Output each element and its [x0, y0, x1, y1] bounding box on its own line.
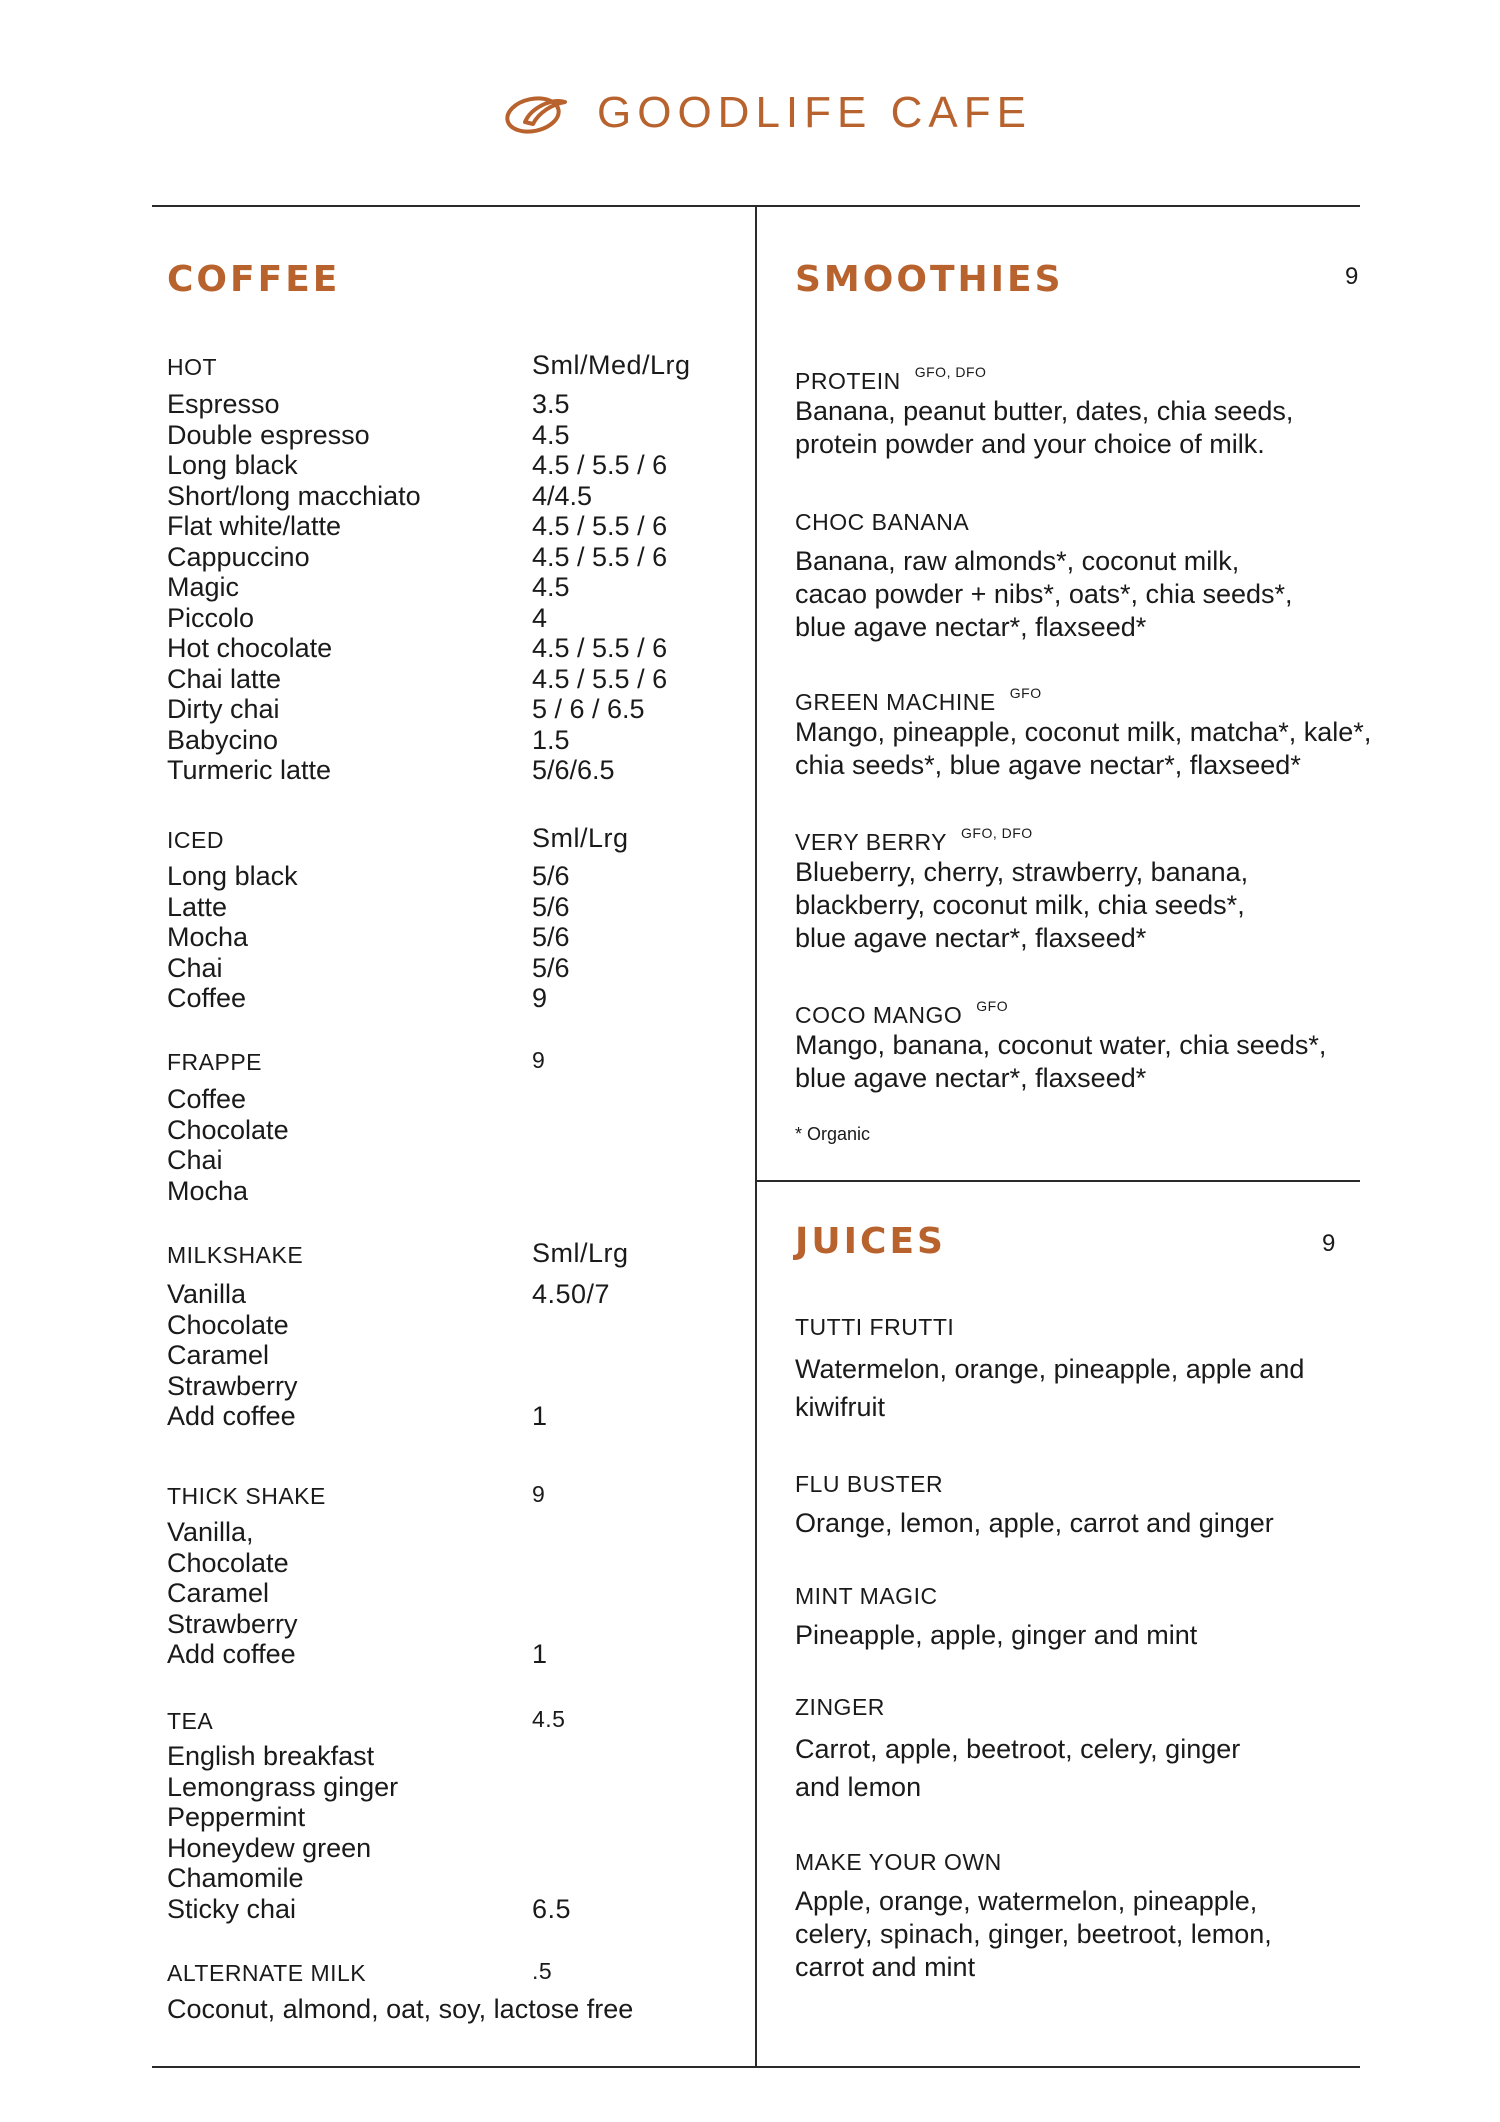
description-line: Blueberry, cherry, strawberry, banana, [795, 857, 1249, 887]
subheading: MILKSHAKE [167, 1242, 304, 1268]
subheading: ALTERNATE MILK [167, 1960, 367, 1986]
hot-item: Hot chocolate [167, 633, 333, 663]
description-line: Banana, raw almonds*, coconut milk, [795, 546, 1240, 576]
hot-price: 4.5 [532, 572, 570, 602]
alt-milk-text: Coconut, almond, oat, soy, lactose free [167, 1994, 634, 2024]
subheading-value: .5 [532, 1958, 553, 1984]
tea-list [167, 1741, 398, 1924]
hot-price: 4.5 / 5.5 / 6 [532, 633, 668, 663]
description-line: Mango, pineapple, coconut milk, matcha*, kale*, [795, 717, 1372, 747]
smoothie-name [795, 818, 1033, 857]
hot-price-list [532, 389, 667, 786]
smoothie-name-text: CHOC BANANA [795, 509, 970, 535]
dietary-tag: GFO [976, 998, 1009, 1014]
smoothie-name-text: COCO MANGO [795, 1002, 963, 1028]
milkshake-item: Chocolate [167, 1309, 289, 1340]
milkshake-item: Add coffee [167, 1401, 296, 1431]
hot-price: 4.5 / 5.5 / 6 [532, 450, 668, 480]
swirl-logo-icon [503, 90, 573, 136]
tea-item: Lemongrass ginger [167, 1771, 399, 1802]
iced-price: 5/6 [532, 861, 570, 891]
smoothie-name-text: PROTEIN [795, 368, 901, 394]
iced-item: Chai [167, 952, 223, 983]
juice-description [795, 1730, 1240, 1806]
smoothie-name [795, 507, 969, 537]
smoothies-title: SMOOTHIES [795, 259, 1064, 300]
organic-note: * Organic [795, 1124, 871, 1144]
iced-item: Latte [167, 891, 228, 922]
smoothie-name [795, 678, 1042, 717]
juice-name: ZINGER [795, 1694, 885, 1720]
description-line: Pineapple, apple, ginger and mint [795, 1620, 1198, 1650]
smoothie-description [795, 395, 1293, 461]
bottom-divider [152, 2066, 1360, 2068]
juice-description [795, 1350, 1304, 1426]
subheading-value: Sml/Lrg [532, 1238, 629, 1268]
description-line: celery, spinach, ginger, beetroot, lemon, [795, 1919, 1272, 1949]
thickshake-add-coffee-price: 1 [532, 1639, 548, 1669]
dietary-tag: GFO, DFO [914, 364, 987, 380]
dietary-tag: GFO, DFO [961, 825, 1033, 841]
brand-name: GOODLIFE CAFE [597, 88, 1032, 137]
juices-price: 9 [1322, 1230, 1336, 1257]
frappe-item: Chocolate [167, 1114, 289, 1145]
thickshake-item: Caramel [167, 1578, 270, 1608]
subheading-value: 9 [532, 1047, 546, 1073]
column-divider [755, 206, 757, 2066]
description-line: Mango, banana, coconut water, chia seeds*, [795, 1030, 1327, 1060]
hot-item: Magic [167, 572, 240, 602]
description-line: blue agave nectar*, flaxseed* [795, 612, 1147, 642]
dietary-tag: GFO [1009, 685, 1042, 701]
subheading-value: 9 [532, 1481, 546, 1507]
hot-item: Piccolo [167, 602, 255, 633]
milkshake-item: Strawberry [167, 1370, 298, 1401]
milkshake-list [167, 1279, 298, 1432]
description-line: chia seeds*, blue agave nectar*, flaxseed* [795, 750, 1301, 780]
hot-item: Babycino [167, 724, 279, 755]
milkshake-item: Caramel [167, 1340, 270, 1370]
tea-item: Sticky chai [167, 1893, 297, 1924]
juice-name: TUTTI FRUTTI [795, 1314, 955, 1340]
frappe-list [167, 1084, 289, 1206]
hot-price: 4.5 / 5.5 / 6 [532, 511, 668, 541]
description-line: kiwifruit [795, 1392, 886, 1422]
juice-description [795, 1885, 1272, 1984]
hot-item: Chai latte [167, 663, 282, 694]
tea-item: Chamomile [167, 1863, 304, 1893]
hot-item: Dirty chai [167, 694, 280, 724]
hot-price: 5/6/6.5 [532, 755, 615, 785]
smoothie-name [795, 991, 1008, 1030]
description-line: Watermelon, orange, pineapple, apple and [795, 1354, 1305, 1384]
description-line: blue agave nectar*, flaxseed* [795, 1063, 1147, 1093]
smoothies-price: 9 [1345, 263, 1359, 290]
juice-name: MINT MAGIC [795, 1583, 938, 1609]
description-line: carrot and mint [795, 1952, 976, 1982]
tea-item: Honeydew green [167, 1832, 372, 1863]
hot-price: 4.5 [532, 419, 570, 450]
subheading-value: 4.5 [532, 1706, 566, 1732]
smoothie-name-text: GREEN MACHINE [795, 689, 996, 715]
iced-item: Mocha [167, 922, 249, 952]
smoothie-name [795, 357, 986, 396]
hot-list [167, 389, 421, 786]
description-line: Orange, lemon, apple, carrot and ginger [795, 1508, 1274, 1538]
smoothies-juices-divider [756, 1180, 1360, 1182]
iced-price: 5/6 [532, 922, 570, 952]
hot-price: 5 / 6 / 6.5 [532, 694, 645, 724]
hot-item: Turmeric latte [167, 755, 332, 785]
hot-item: Espresso [167, 389, 280, 419]
smoothie-description [795, 545, 1293, 644]
juice-name: FLU BUSTER [795, 1471, 944, 1497]
description-line: cacao powder + nibs*, oats*, chia seeds*, [795, 579, 1293, 609]
subheading: FRAPPE [167, 1049, 263, 1075]
hot-item: Double espresso [167, 419, 370, 450]
iced-item: Coffee [167, 983, 247, 1013]
iced-item: Long black [167, 861, 298, 891]
smoothie-name-text: VERY BERRY [795, 829, 948, 855]
iced-price: 5/6 [532, 891, 570, 922]
description-line: protein powder and your choice of milk. [795, 429, 1265, 459]
hot-price: 4.5 / 5.5 / 6 [532, 541, 668, 572]
subheading: TEA [167, 1708, 214, 1734]
iced-price-list [532, 861, 570, 1014]
sticky-chai-price: 6.5 [532, 1893, 572, 1924]
milkshake-price: 4.50/7 [532, 1279, 611, 1309]
description-line: and lemon [795, 1772, 922, 1802]
subheading-value: Sml/Med/Lrg [532, 350, 691, 380]
thickshake-list [167, 1517, 298, 1670]
coffee-title: COFFEE [167, 259, 341, 300]
hot-price: 4 [532, 602, 548, 633]
juice-description [795, 1619, 1197, 1652]
description-line: Apple, orange, watermelon, pineapple, [795, 1886, 1258, 1916]
hot-price: 4/4.5 [532, 480, 593, 511]
subheading: THICK SHAKE [167, 1483, 326, 1509]
subheading: HOT [167, 354, 218, 380]
juice-description [795, 1507, 1274, 1540]
thickshake-item: Add coffee [167, 1639, 296, 1669]
hot-item: Flat white/latte [167, 511, 342, 541]
subheading-value: Sml/Lrg [532, 823, 629, 853]
hot-item: Long black [167, 450, 298, 480]
iced-list [167, 861, 298, 1014]
frappe-item: Coffee [167, 1084, 247, 1114]
description-line: blue agave nectar*, flaxseed* [795, 923, 1147, 953]
hot-price: 3.5 [532, 389, 570, 419]
milkshake-add-coffee-price: 1 [532, 1401, 548, 1431]
smoothie-description [795, 1029, 1326, 1095]
frappe-item: Chai [167, 1145, 223, 1175]
thickshake-item: Chocolate [167, 1547, 289, 1578]
hot-item: Short/long macchiato [167, 480, 421, 511]
description-line: Banana, peanut butter, dates, chia seeds, [795, 396, 1294, 426]
description-line: blackberry, coconut milk, chia seeds*, [795, 890, 1245, 920]
tea-item: Peppermint [167, 1802, 306, 1832]
hot-price: 4.5 / 5.5 / 6 [532, 663, 668, 694]
milkshake-item: Vanilla [167, 1279, 247, 1309]
smoothie-description [795, 716, 1371, 782]
header [0, 88, 1500, 138]
iced-price: 5/6 [532, 952, 570, 983]
juices-title: JUICES [795, 1221, 946, 1262]
frappe-item: Mocha [167, 1175, 249, 1206]
iced-price: 9 [532, 983, 548, 1013]
description-line: Carrot, apple, beetroot, celery, ginger [795, 1734, 1241, 1764]
tea-item: English breakfast [167, 1741, 375, 1771]
thickshake-item: Vanilla, [167, 1517, 254, 1547]
juice-name: MAKE YOUR OWN [795, 1849, 1002, 1875]
hot-price: 1.5 [532, 724, 570, 755]
subheading: ICED [167, 827, 224, 853]
hot-item: Cappuccino [167, 541, 310, 572]
smoothie-description [795, 856, 1248, 955]
thickshake-item: Strawberry [167, 1608, 298, 1639]
